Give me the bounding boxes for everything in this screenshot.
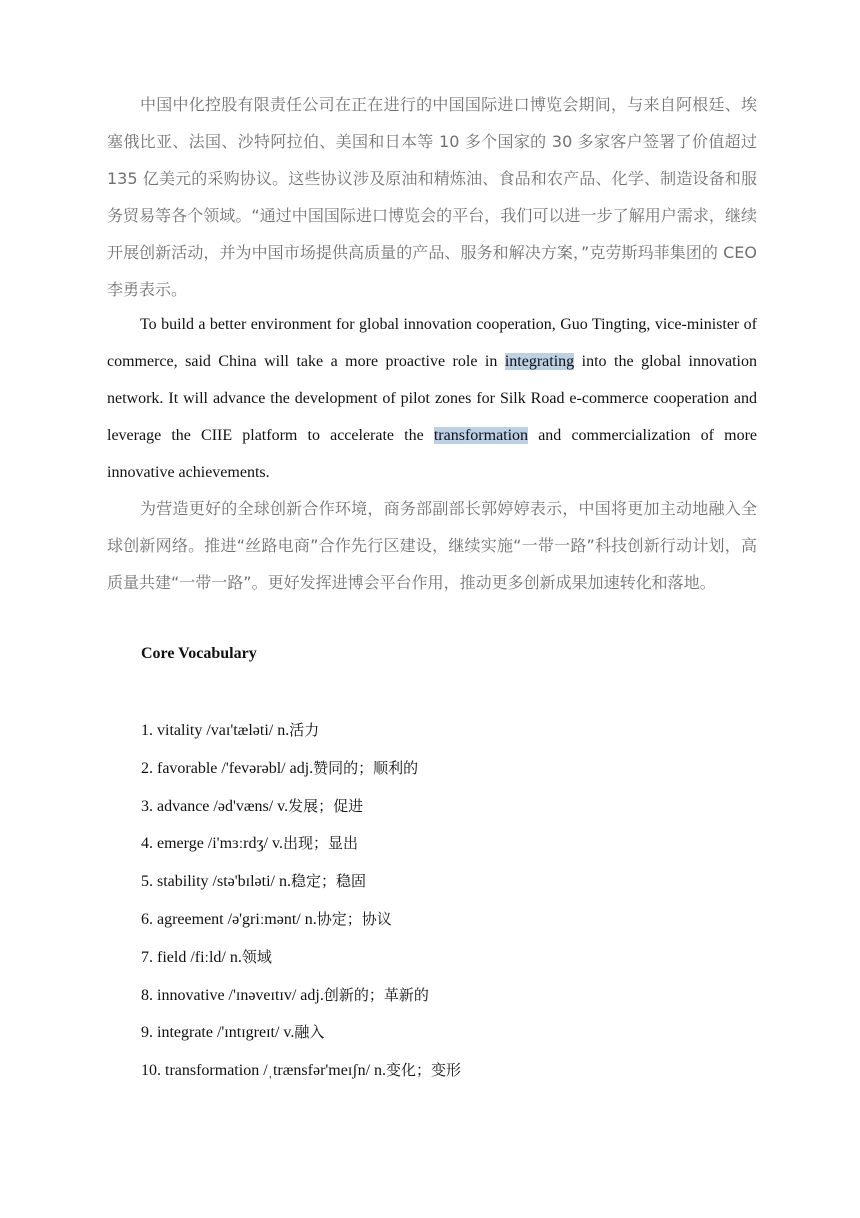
vocab-item — [141, 1052, 461, 1090]
vocab-term: 3. advance /əd'væns/ v. — [141, 797, 289, 815]
vocab-meaning: 领域 — [241, 947, 272, 966]
vocabulary-list — [141, 712, 461, 1090]
english-text-part-1: To build a better environment for global innovation cooperation, Guo Tingting, vice-minister of commerce, said China will take a more proactive role in — [107, 316, 757, 370]
vocab-item — [141, 750, 461, 788]
vocab-term: 5. stability /stə'bɪləti/ n. — [141, 873, 291, 891]
highlighted-word-transformation[interactable]: transformation — [433, 427, 529, 444]
vocab-term: 2. favorable /'fevərəbl/ adj. — [141, 759, 314, 777]
vocab-term: 9. integrate /'ɪntɪgreɪt/ v. — [141, 1024, 295, 1042]
vocab-meaning: 融入 — [294, 1023, 325, 1042]
chinese-paragraph-1: 中国中化控股有限责任公司在正在进行的中国国际进口博览会期间，与来自阿根廷、埃塞俄比亚、法国、沙特阿拉伯、美国和日本等 10 多个国家的 30 多家客户签署了价值超过 135 亿美元的采购协议。这些协议涉及原油和精炼油、食品和农产品、化学、制造设备和服务贸易等各个领域。“通过中国国际进口博览会的平台，我们可以进一步了解用户需求，继续开展创新活动，并为中国市场提供高质量的产品、服务和解决方案，”克劳斯玛菲集团的 CEO 李勇表示。 — [107, 95, 757, 299]
vocab-term: 6. agreement /ə'griːmənt/ n. — [141, 910, 317, 928]
vocab-term: 10. transformation /ˌtrænsfər'meɪʃn/ n. — [141, 1062, 387, 1080]
vocab-item — [141, 825, 461, 863]
english-text-part-3: and commercialization of more innovative achievements. — [107, 427, 758, 481]
vocab-item — [141, 901, 461, 939]
vocab-term: 8. innovative /'ɪnəveɪtɪv/ adj. — [141, 986, 324, 1004]
vocab-meaning: 协定；协议 — [316, 909, 392, 928]
vocabulary-heading: Core Vocabulary — [141, 645, 257, 662]
vocab-item — [141, 863, 461, 901]
vocab-term: 4. emerge /i'mɜːrdʒ/ v. — [141, 835, 284, 853]
vocab-meaning: 发展；促进 — [288, 796, 364, 815]
english-paragraph — [107, 306, 757, 491]
vocab-item — [141, 939, 461, 977]
highlighted-word-integrating[interactable]: integrating — [504, 353, 575, 370]
english-text-part-2: into the global innovation network. It will advance the development of pilot zones for Silk Road e-commerce cooperation and leverage the CIIE platform to accelerate the — [107, 353, 757, 444]
vocab-term: 7. field /fiːld/ n. — [141, 948, 242, 966]
vocab-meaning: 活力 — [289, 721, 320, 739]
vocab-item — [141, 977, 461, 1015]
chinese-paragraph-2: 为营造更好的全球创新合作环境，商务部副部长郭婷婷表示，中国将更加主动地融入全球创新网络。推进“丝路电商”合作先行区建设，继续实施“一带一路”科技创新行动计划，高质量共建“一带一路”。更好发挥进博会平台作用，推动更多创新成果加速转化和落地。 — [107, 499, 757, 592]
vocab-term: 1. vitality /vaɪ'tæləti/ n. — [141, 722, 290, 739]
vocab-meaning: 赞同的；顺利的 — [313, 758, 419, 777]
vocab-meaning: 创新的；革新的 — [323, 985, 429, 1004]
vocab-item — [141, 1014, 461, 1052]
vocab-item — [141, 712, 461, 750]
vocab-meaning: 稳定；稳固 — [290, 872, 366, 891]
vocab-meaning: 出现；显出 — [283, 834, 359, 853]
vocab-item — [141, 788, 461, 826]
vocab-meaning: 变化；变形 — [386, 1061, 462, 1080]
